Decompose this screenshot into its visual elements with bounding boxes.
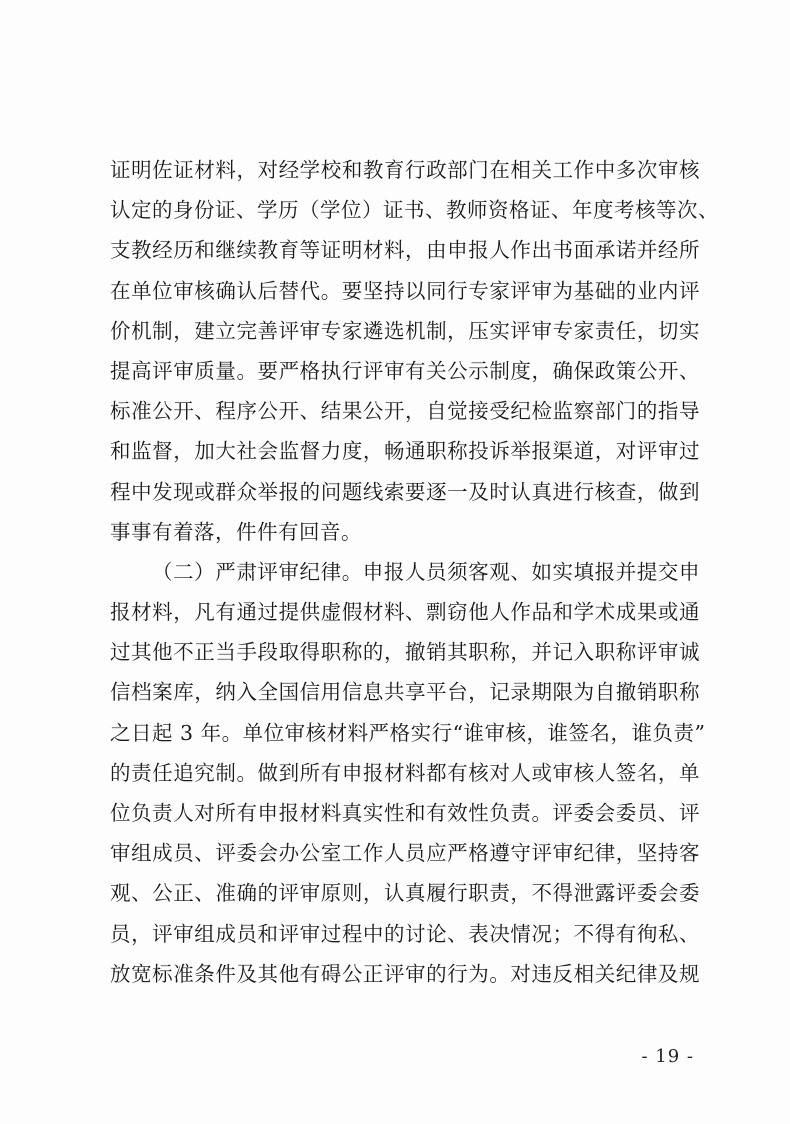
text-line: 认定的身份证、学历（学位）证书、教师资格证、年度考核等次、: [110, 198, 719, 223]
text-line: 的责任追究制。做到所有申报材料都有核对人或审核人签名，单: [110, 760, 700, 785]
text-line: 过其他不正当手段取得职称的，撤销其职称，并记入职称评审诚: [110, 640, 700, 665]
body-text: [110, 150, 719, 994]
text-line: 标准公开、程序公开、结果公开，自觉接受纪检监察部门的指导: [110, 399, 700, 424]
text-line: 提高评审质量。要严格执行评审有关公示制度，确保政策公开、: [110, 358, 700, 383]
text-line: 和监督，加大社会监督力度，畅通职称投诉举报渠道，对评审过: [110, 439, 700, 464]
text-line: 在单位审核确认后替代。要坚持以同行专家评审为基础的业内评: [110, 278, 700, 303]
text-line: 信档案库，纳入全国信用信息共享平台，记录期限为自撤销职称: [110, 680, 700, 705]
text-line: 报材料，凡有通过提供虚假材料、剽窃他人作品和学术成果或通: [110, 600, 700, 625]
text-line: 事事有着落，件件有回音。: [110, 519, 362, 544]
text-line: 之日起 3 年。单位审核材料严格实行“谁审核，谁签名，谁负责”: [110, 720, 706, 745]
text-line: 程中发现或群众举报的问题线索要逐一及时认真进行核查，做到: [110, 479, 700, 504]
text-line: 放宽标准条件及其他有碍公正评审的行为。对违反相关纪律及规: [110, 961, 700, 986]
text-line: 审组成员、评委会办公室工作人员应严格遵守评审纪律，坚持客: [110, 841, 700, 866]
text-line: 员，评审组成员和评审过程中的讨论、表决情况；不得有徇私、: [110, 921, 700, 946]
section-heading-line: （二）严肃评审纪律。申报人员须客观、如实填报并提交申: [152, 559, 700, 584]
text-line: 位负责人对所有申报材料真实性和有效性负责。评委会委员、评: [110, 801, 700, 825]
text-line: 支教经历和继续教育等证明材料，由申报人作出书面承诺并经所: [110, 238, 700, 263]
text-line: 观、公正、准确的评审原则，认真履行职责，不得泄露评委会委: [110, 881, 700, 906]
text-line: 证明佐证材料，对经学校和教育行政部门在相关工作中多次审核: [110, 158, 700, 182]
page-number: - 19 -: [641, 1046, 694, 1067]
text-line: 价机制，建立完善评审专家遴选机制，压实评审专家责任，切实: [110, 318, 700, 343]
